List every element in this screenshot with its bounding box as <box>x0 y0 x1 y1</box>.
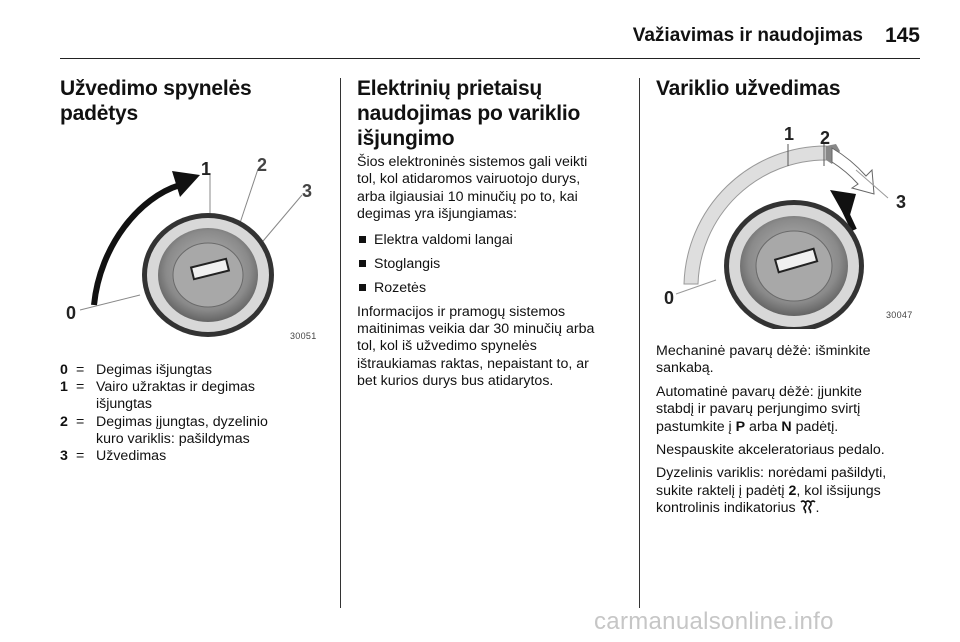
column-electrical-after-stop <box>357 76 629 391</box>
figure-label-1: 1 <box>201 159 212 179</box>
legend-row: 3 = Užvedimas <box>60 448 167 465</box>
ignition-positions-heading: Užvedimo spynelės padėtys <box>60 77 252 125</box>
watermark: carmanualsonline.info <box>594 608 834 635</box>
position-legend <box>60 362 326 465</box>
figure-label-2: 2 <box>257 155 268 175</box>
electrical-heading: Elektrinių prietaisų naudojimas po variklio išjungimo <box>357 77 581 150</box>
list-item: Stoglangis <box>357 252 629 276</box>
ignition-switch-figure <box>60 135 326 350</box>
section-title: Važiavimas ir naudojimas <box>632 25 863 46</box>
infotainment-paragraph: Informacijos ir pramogų sistemos maitinimas veikia dar 30 minučių arba tol, kol iš užvedimo spynelės ištraukiamas raktas, nepaistant to, ar bet kurios durys bus atidarytos. <box>357 303 595 390</box>
legend-row: 2 = Degimas įjungtas, dyzelinio kuro variklis: pašildymas <box>60 413 268 447</box>
figure-label-2: 2 <box>820 128 831 148</box>
figure-label-1: 1 <box>784 124 795 144</box>
figure-label-0: 0 <box>66 303 77 323</box>
column-engine-start <box>656 76 924 524</box>
figure-code: 30047 <box>886 310 913 320</box>
engine-start-text <box>656 343 924 518</box>
list-item: Rozetės <box>357 276 629 300</box>
electrical-intro-paragraph: Šios elektroninės sistemos gali veikti tol, kol atidaromos vairuotojo durys, arba ilgiausiai 10 minučių po to, kai degimas yra išjungiamas: <box>357 154 588 223</box>
header-rule <box>60 58 920 59</box>
systems-list <box>357 228 629 300</box>
list-item: Elektra valdomi langai <box>357 228 629 252</box>
column-divider-2 <box>639 78 640 608</box>
engine-start-diagram <box>656 104 922 329</box>
diesel-paragraph: Dyzelinis variklis: norėdami pašildyti, sukite raktelį į padėtį 2, kol išsijungs kontrolinis indikatorius . <box>656 465 887 517</box>
figure-code: 30051 <box>290 331 317 341</box>
page-header <box>60 14 920 58</box>
automatic-gearbox-paragraph: Automatinė pavarų dėžė: įjunkite stabdį ir pavarų perjungimo svirtį pastumkite į P arba N padėtį. <box>656 383 862 435</box>
column-ignition-positions <box>60 76 326 465</box>
legend-row: 0 = Degimas išjungtas <box>60 362 212 378</box>
figure-label-0: 0 <box>664 288 675 308</box>
legend-row: 1 = Vairo užraktas ir degimas išjungtas <box>60 379 256 413</box>
column-divider-1 <box>340 78 341 608</box>
glow-plug-icon <box>800 500 816 514</box>
page-number: 145 <box>884 24 920 47</box>
figure-label-3: 3 <box>896 192 907 212</box>
manual-gearbox-paragraph: Mechaninė pavarų dėžė: išminkite sankabą. <box>656 343 871 377</box>
engine-start-figure <box>656 104 922 329</box>
ignition-switch-diagram <box>60 135 326 350</box>
figure-label-3: 3 <box>302 181 313 201</box>
accelerator-paragraph: Nespauskite akceleratoriaus pedalo. <box>656 442 885 459</box>
engine-start-heading: Variklio užvedimas <box>656 77 841 100</box>
